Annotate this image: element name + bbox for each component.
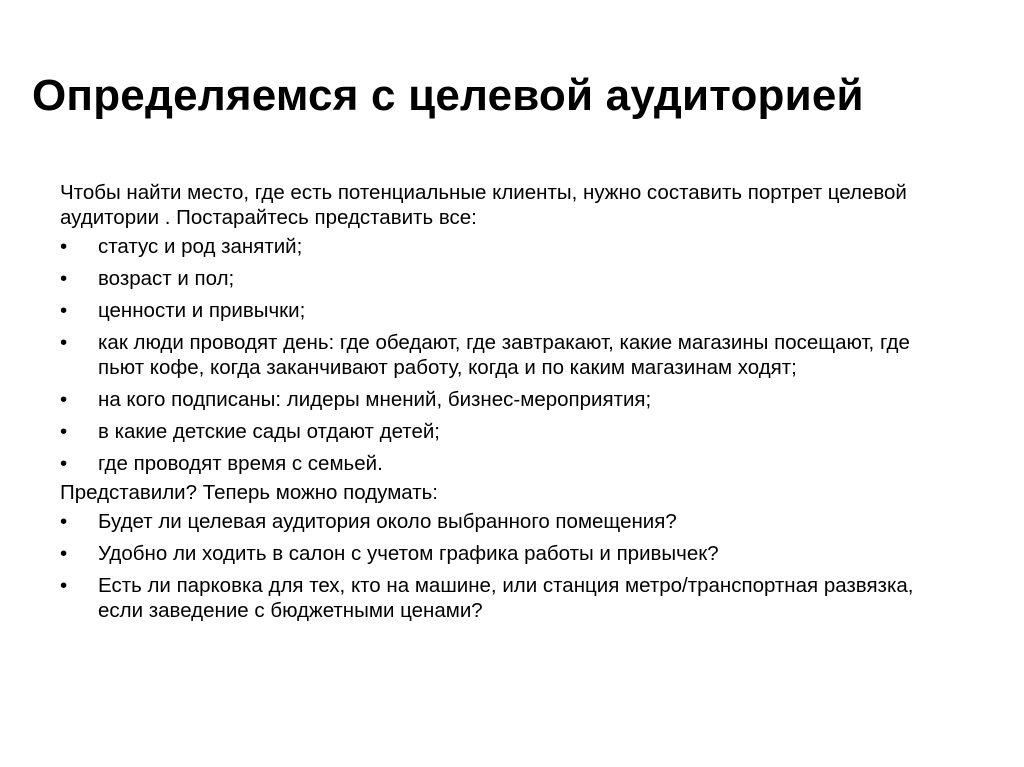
bullet-icon: • [60, 510, 68, 533]
list-item [60, 330, 960, 380]
list-item-text: Будет ли целевая аудитория около выбранного помещения? [98, 510, 677, 533]
list-item-text: возраст и пол; [98, 267, 235, 290]
slide-title: Определяемся с целевой аудиторией [32, 71, 864, 120]
list-item-text: Удобно ли ходить в салон с учетом графика работы и привычек? [98, 542, 719, 565]
intro-paragraph: Чтобы найти место, где есть потенциальные клиенты, нужно составить портрет целевой аудитории . Постарайтесь представить все: [60, 181, 907, 229]
bullet-icon: • [60, 331, 68, 354]
list-item-text: статус и род занятий; [98, 235, 303, 258]
portrait-list [60, 234, 960, 476]
bullet-icon: • [60, 299, 68, 322]
list-item [60, 573, 960, 623]
bullet-icon: • [60, 267, 68, 290]
list-item [60, 298, 960, 323]
list-item [60, 234, 960, 259]
bullet-icon: • [60, 388, 68, 411]
list-item-text: где проводят время с семьей. [98, 452, 383, 475]
question-list [60, 509, 960, 623]
bullet-icon: • [60, 420, 68, 443]
list-item-text: в какие детские сады отдают детей; [98, 420, 440, 443]
bullet-icon: • [60, 542, 68, 565]
bullet-icon: • [60, 452, 68, 475]
list-item [60, 509, 960, 534]
list-item-text: Есть ли парковка для тех, кто на машине, или станция метро/транспортная развязка, если заведение с бюджетными ценами? [98, 574, 914, 622]
bullet-icon: • [60, 574, 68, 597]
list-item-text: на кого подписаны: лидеры мнений, бизнес-мероприятия; [98, 388, 652, 411]
list-item [60, 387, 960, 412]
list-item-text: как люди проводят день: где обедают, где завтракают, какие магазины посещают, где пьют кофе, когда заканчивают работу, когда и по каким магазинам ходят; [98, 331, 910, 379]
list-item-text: ценности и привычки; [98, 299, 306, 322]
slide-body [60, 180, 960, 630]
list-item [60, 266, 960, 291]
bullet-icon: • [60, 235, 68, 258]
list-item [60, 451, 960, 476]
followup-paragraph: Представили? Теперь можно подумать: [60, 481, 438, 504]
list-item [60, 419, 960, 444]
list-item [60, 541, 960, 566]
